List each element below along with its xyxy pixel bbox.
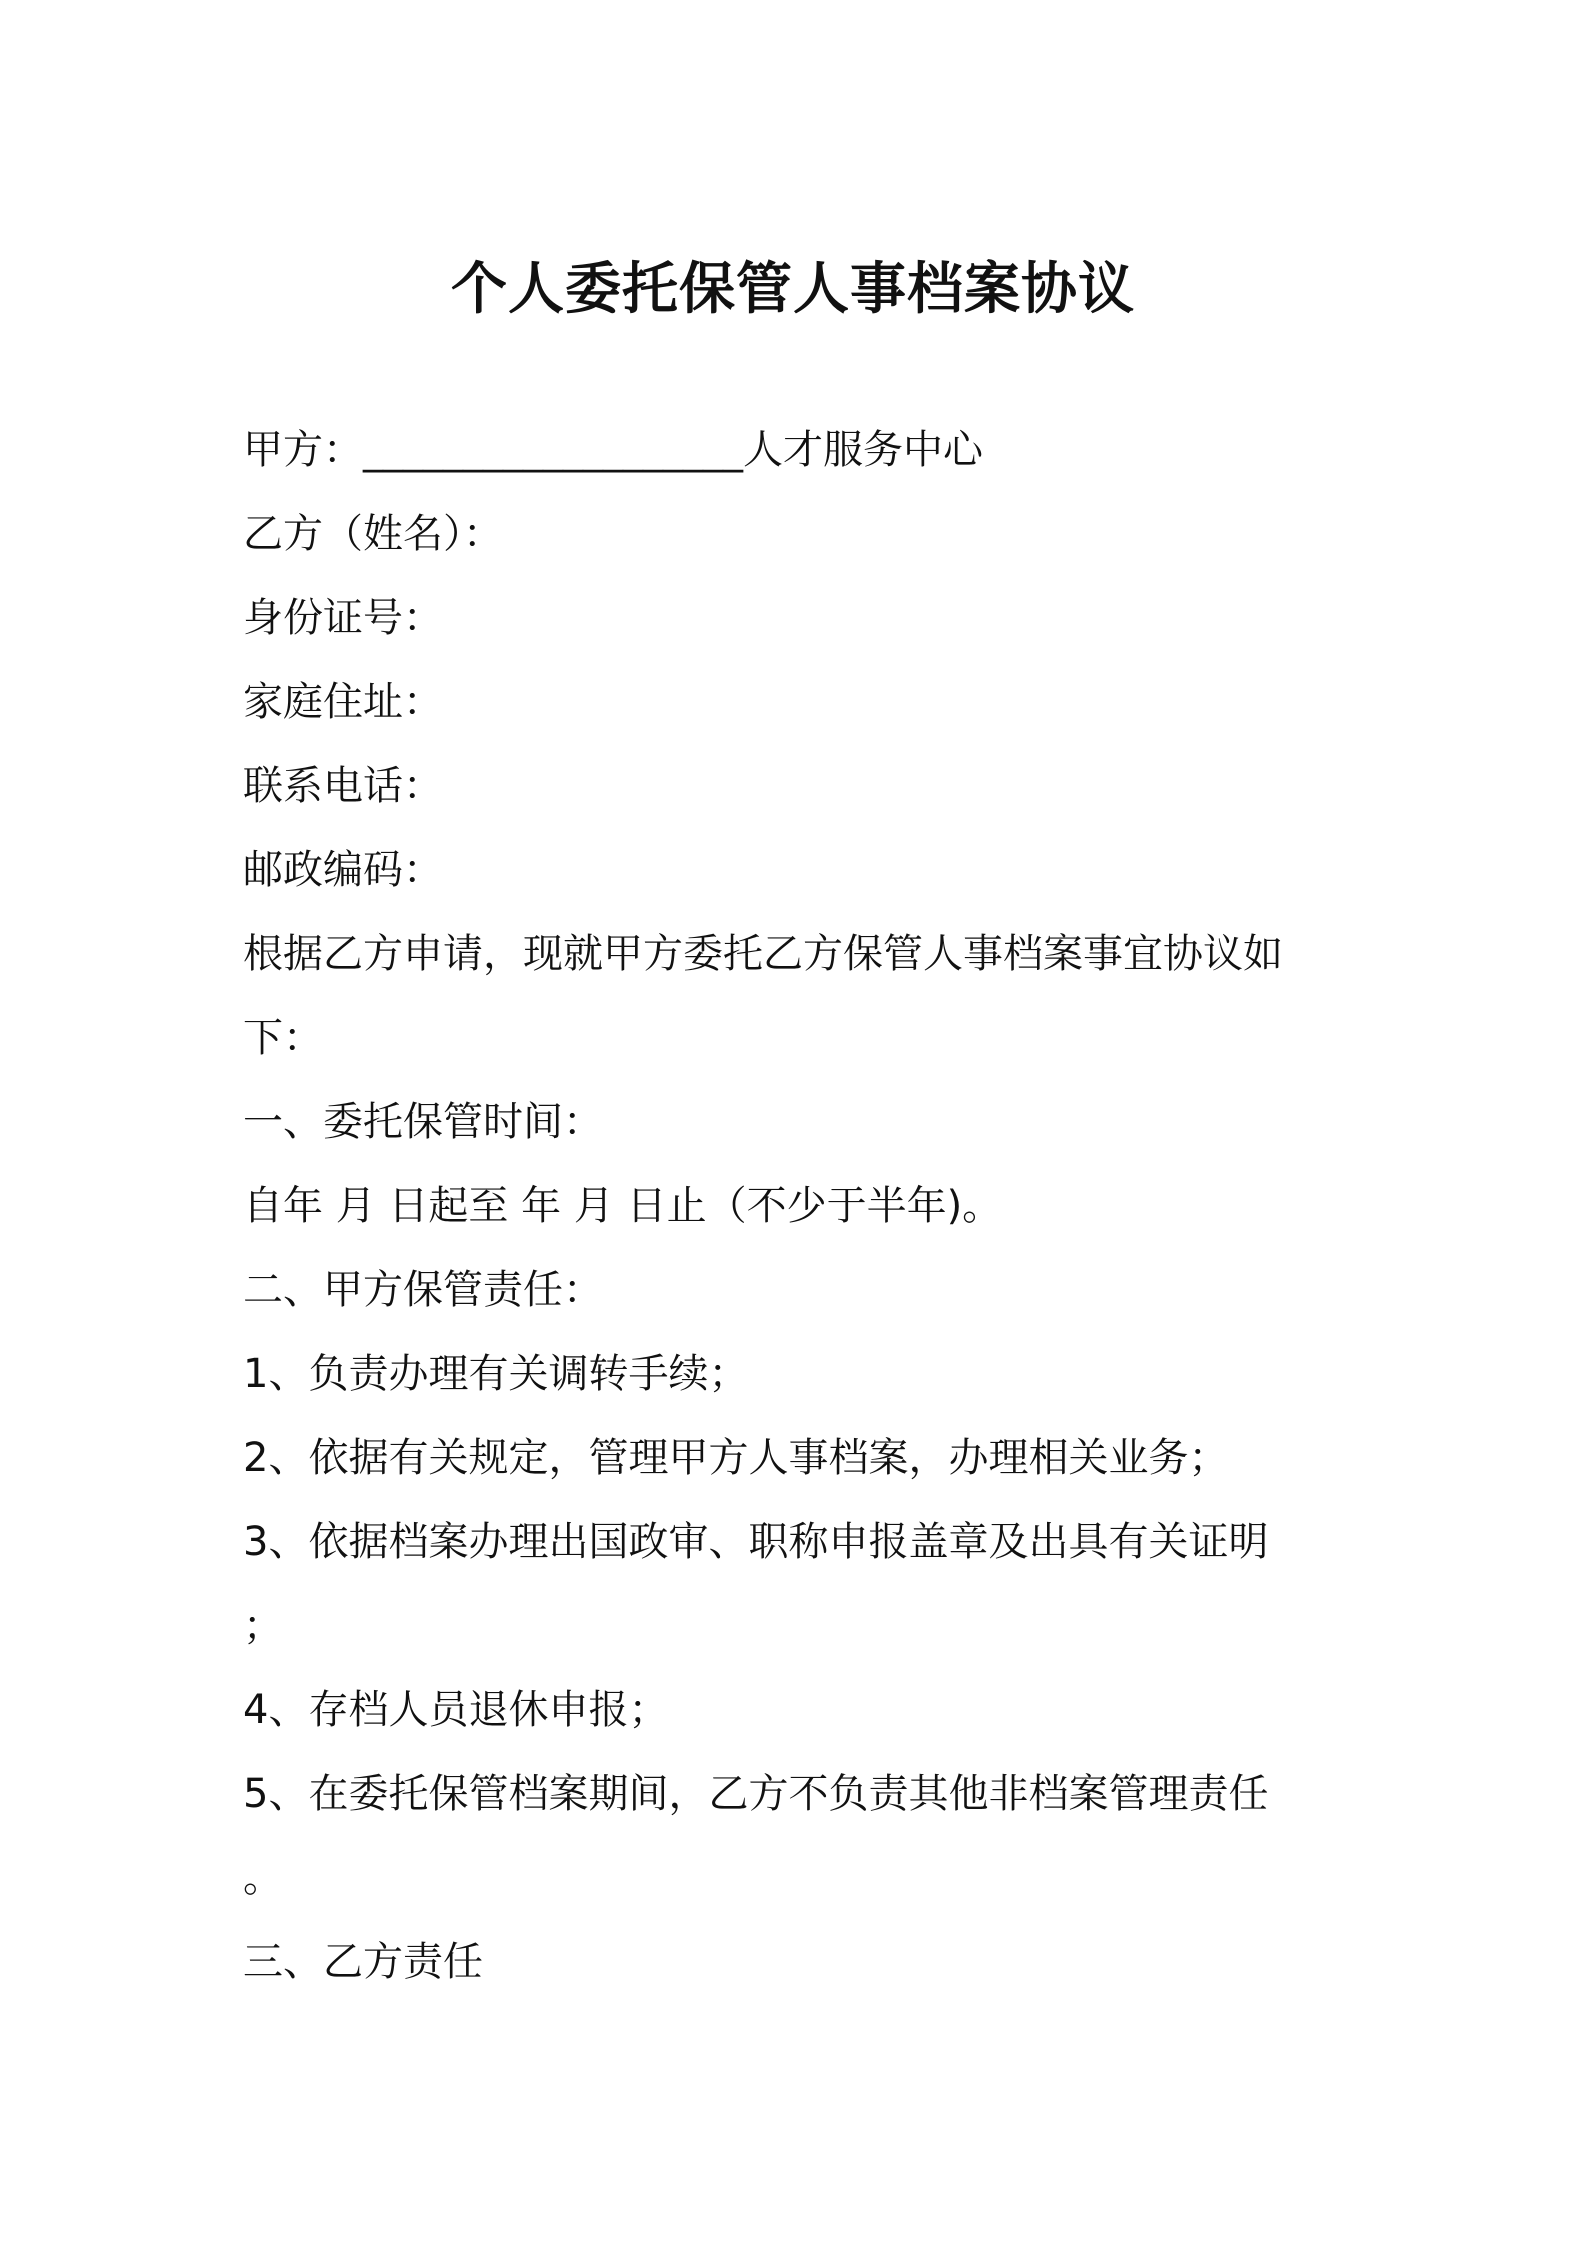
intro-line-2: 下： bbox=[243, 1015, 323, 1061]
section-1-text: 自年 月 日起至 年 月 日止（不少于半年)。 bbox=[243, 1183, 1003, 1229]
section-2-item-1: 1、负责办理有关调转手续； bbox=[243, 1351, 749, 1397]
intro-line-1: 根据乙方申请，现就甲方委托乙方保管人事档案事宜协议如 bbox=[243, 931, 1283, 977]
postcode-line: 邮政编码： bbox=[243, 847, 443, 893]
section-2-item-5-line-2: 。 bbox=[243, 1855, 283, 1901]
phone-line: 联系电话： bbox=[243, 763, 443, 809]
document-title: 个人委托保管人事档案协议 bbox=[451, 257, 1135, 322]
section-2-item-5-line-1: 5、在委托保管档案期间，乙方不负责其他非档案管理责任 bbox=[243, 1771, 1269, 1817]
section-2-item-2: 2、依据有关规定，管理甲方人事档案，办理相关业务； bbox=[243, 1435, 1229, 1481]
party-b-line: 乙方（姓名）： bbox=[243, 511, 503, 557]
document-body bbox=[243, 408, 1363, 2004]
party-a-line: 甲方：___________________人才服务中心 bbox=[243, 427, 983, 473]
id-number-line: 身份证号： bbox=[243, 595, 443, 641]
section-2-item-4: 4、存档人员退休申报； bbox=[243, 1687, 669, 1733]
section-3-heading: 三、乙方责任 bbox=[243, 1939, 483, 1985]
section-1-heading: 一、委托保管时间： bbox=[243, 1099, 603, 1145]
section-2-item-3-line-1: 3、依据档案办理出国政审、职称申报盖章及出具有关证明 bbox=[243, 1519, 1269, 1565]
home-address-line: 家庭住址： bbox=[243, 679, 443, 725]
section-2-item-3-line-2: ； bbox=[243, 1603, 283, 1649]
section-2-heading: 二、甲方保管责任： bbox=[243, 1267, 603, 1313]
